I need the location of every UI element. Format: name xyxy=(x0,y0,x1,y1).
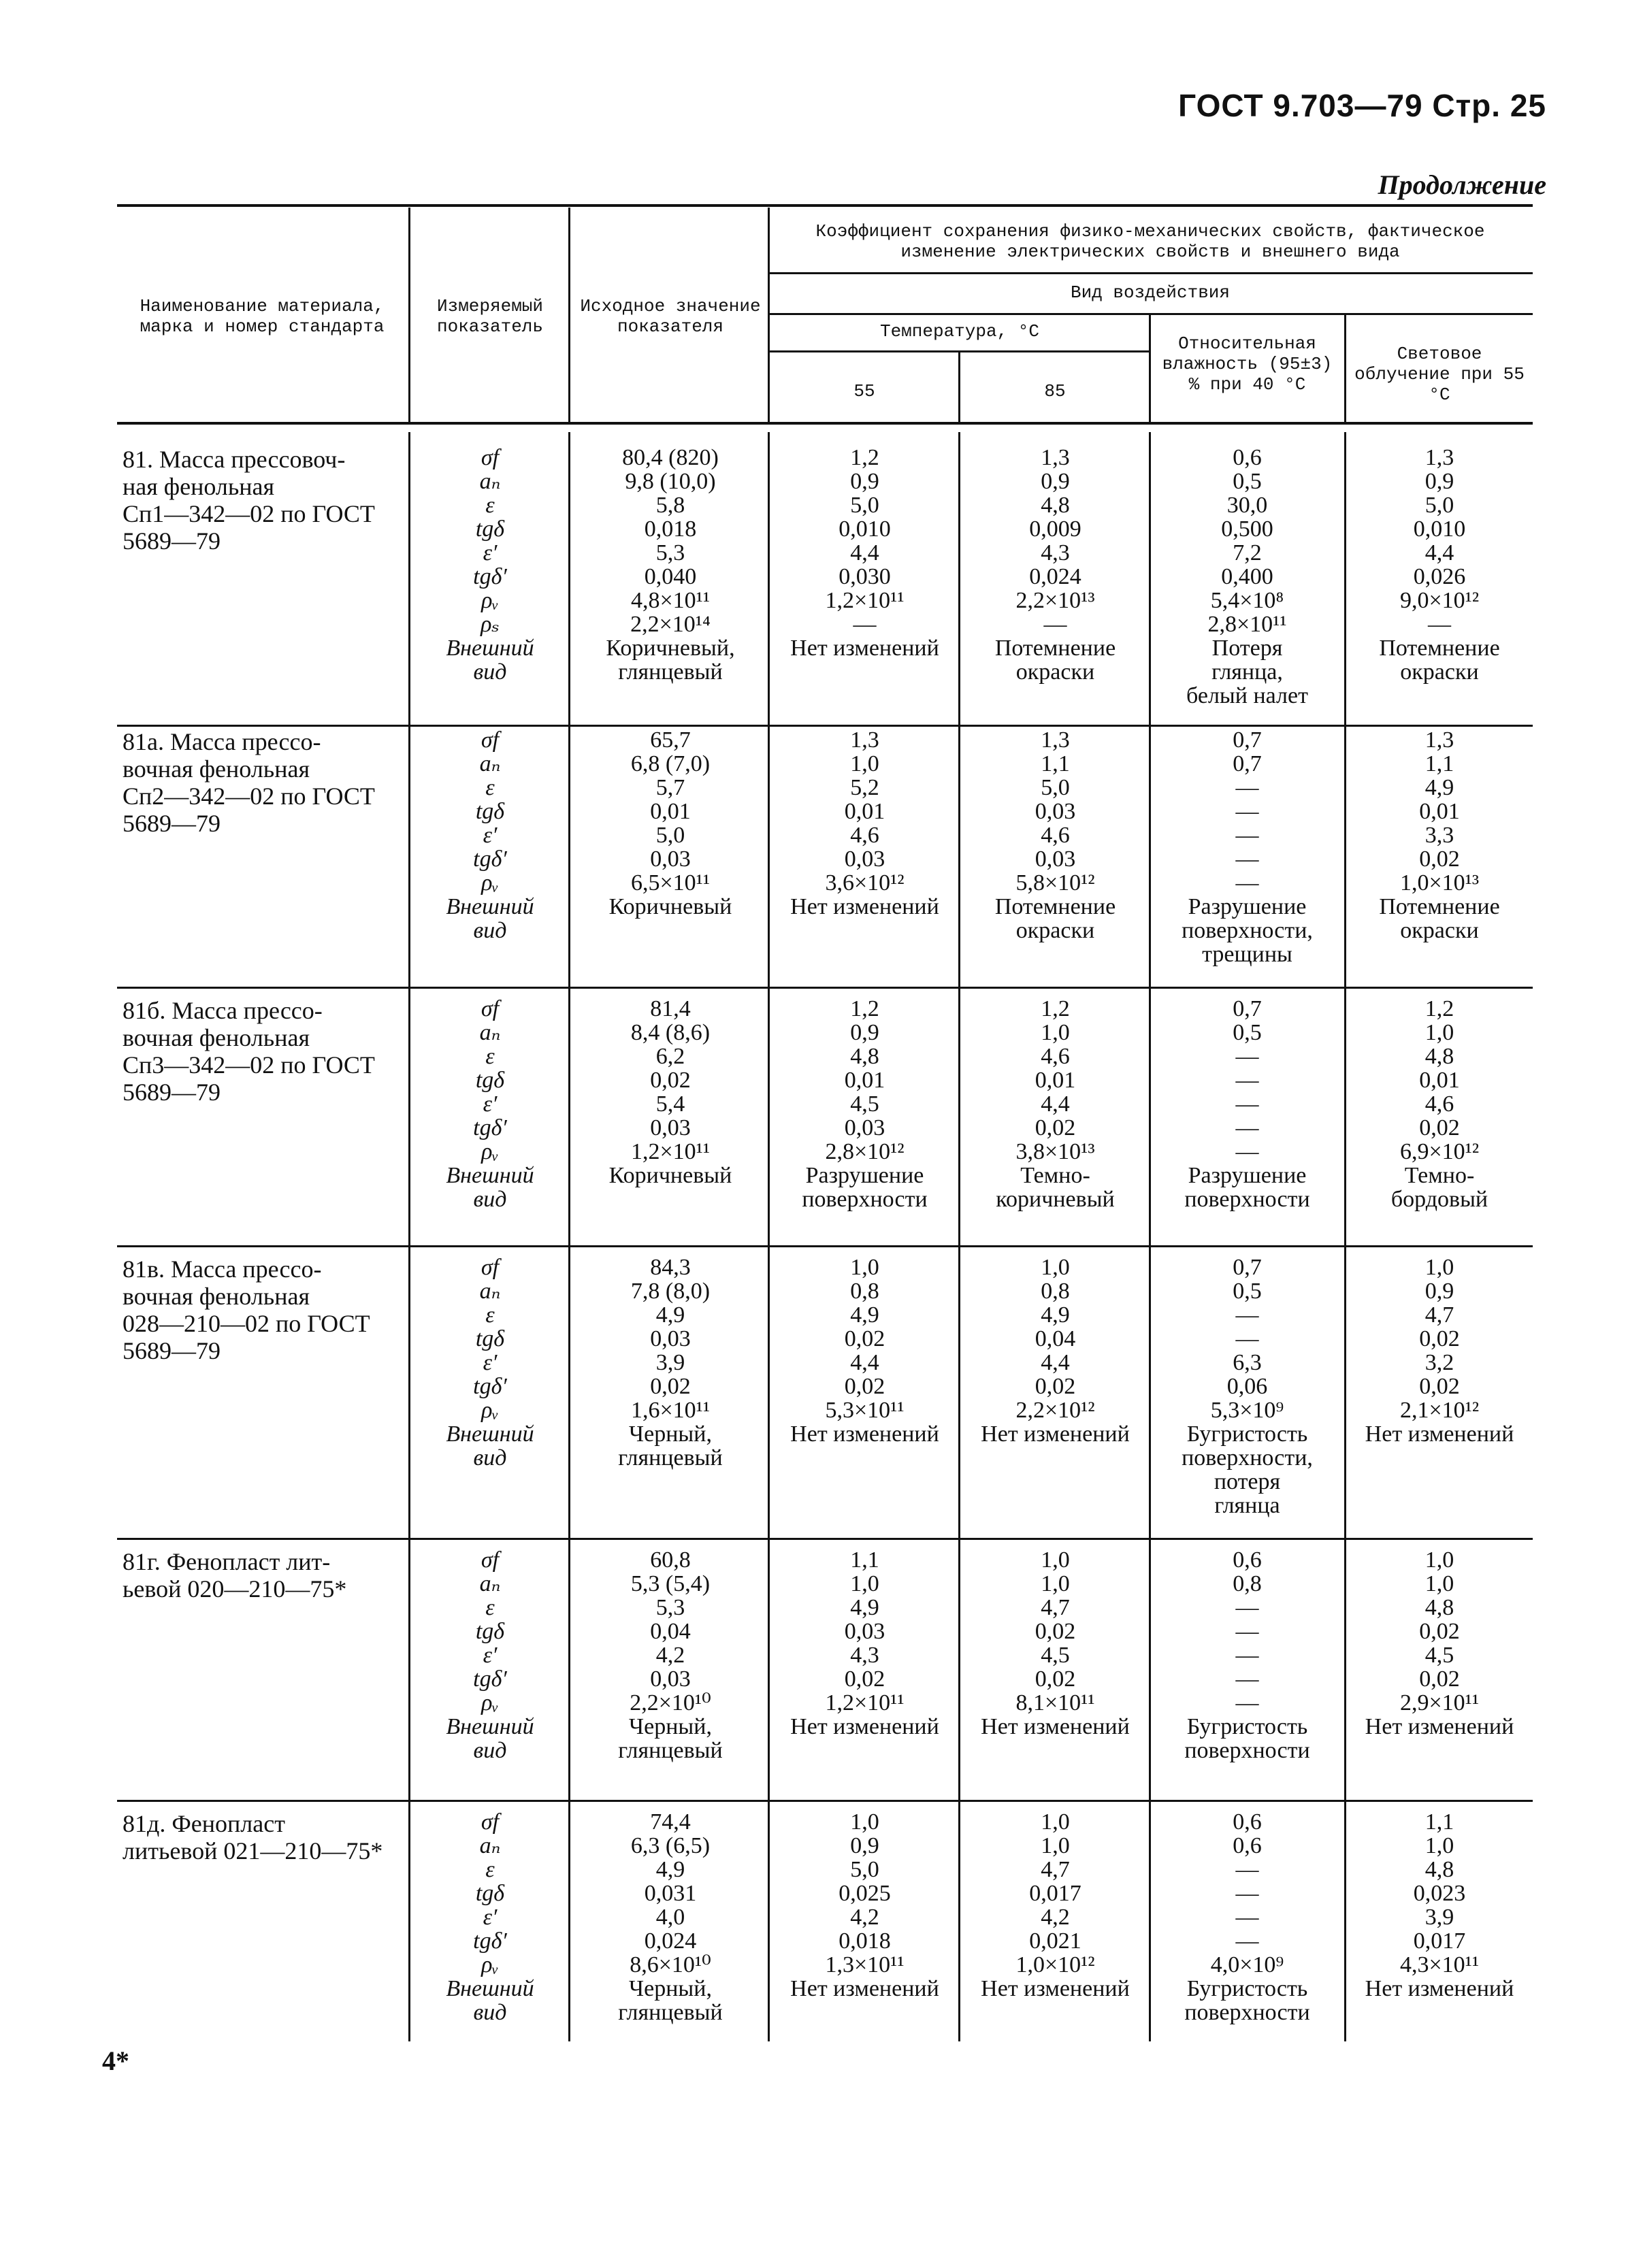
row-divider-vertical xyxy=(408,1796,410,2041)
light-cell: 1,2 1,0 4,8 0,01 4,6 0,02 6,9×10¹² Темно- бордовый xyxy=(1390,996,1488,1212)
head-temperature: Температура, °С xyxy=(879,321,1040,342)
row-separator xyxy=(117,725,1533,727)
light-cell: 1,3 0,9 5,0 0,010 4,4 0,026 9,0×10¹² — Потемнение окраски xyxy=(1379,445,1500,685)
row-divider-vertical xyxy=(1344,1796,1346,2041)
t55-cell: 1,0 0,9 5,0 0,025 4,2 0,018 1,3×10¹¹ Нет изменений xyxy=(790,1809,939,2001)
row-divider-vertical xyxy=(568,1796,570,2041)
coef-rule xyxy=(768,272,1533,274)
row-divider-vertical xyxy=(1149,983,1151,1242)
light-cell: 1,0 0,9 4,7 0,02 3,2 0,02 2,1×10¹² Нет изменений xyxy=(1365,1255,1514,1447)
head-indicator: Измеряемый показатель xyxy=(436,296,544,337)
row-divider-vertical xyxy=(768,1534,770,1796)
row-divider-vertical xyxy=(568,714,570,983)
t55-cell: 1,0 0,8 4,9 0,02 4,4 0,02 5,3×10¹¹ Нет изменений xyxy=(790,1255,939,1447)
humidity-cell: 0,7 0,7 — — — — — Разрушение поверхности, трещины xyxy=(1182,727,1313,967)
humidity-cell: 0,7 0,5 — — — — — Разрушение поверхности xyxy=(1184,996,1310,1212)
row-divider-vertical xyxy=(568,1242,570,1534)
row-divider-vertical xyxy=(768,1242,770,1534)
material-cell: 81д. Фенопласт литьевой 021—210—75* xyxy=(123,1810,383,1864)
row-divider-vertical xyxy=(1344,714,1346,983)
row-divider-vertical xyxy=(408,1534,410,1796)
row-separator xyxy=(117,987,1533,989)
row-divider-vertical xyxy=(958,714,960,983)
indicator-cell: σf aₙ ε tgδ ε′ tgδ′ ρᵥ Внешний вид xyxy=(446,1255,534,1470)
row-divider-vertical xyxy=(1149,1242,1151,1534)
t85-cell: 1,0 0,8 4,9 0,04 4,4 0,02 2,2×10¹² Нет изменений xyxy=(981,1255,1130,1447)
initial-value-cell: 74,4 6,3 (6,5) 4,9 0,031 4,0 0,024 8,6×10¹⁰ Черный, глянцевый xyxy=(618,1809,723,2025)
t85-cell: 1,3 0,9 4,8 0,009 4,3 0,024 2,2×10¹³ — Потемнение окраски xyxy=(994,445,1116,685)
material-cell: 81г. Фенопласт лит- ьевой 020—210—75* xyxy=(123,1548,347,1603)
row-divider-vertical xyxy=(958,983,960,1242)
initial-value-cell: 84,3 7,8 (8,0) 4,9 0,03 3,9 0,02 1,6×10¹¹ Черный, глянцевый xyxy=(618,1255,723,1470)
humidity-cell: 0,6 0,8 — — — — — Бугристость поверхности xyxy=(1184,1547,1310,1763)
header-vline-6 xyxy=(1344,315,1346,423)
indicator-cell: σf aₙ ε tgδ ε′ tgδ′ ρᵥ Внешний вид xyxy=(446,996,534,1212)
row-divider-vertical xyxy=(408,714,410,983)
row-divider-vertical xyxy=(568,983,570,1242)
t55-cell: 1,1 1,0 4,9 0,03 4,3 0,02 1,2×10¹¹ Нет изменений xyxy=(790,1547,939,1739)
light-cell: 1,3 1,1 4,9 0,01 3,3 0,02 1,0×10¹³ Потемнение окраски xyxy=(1379,727,1500,943)
initial-value-cell: 65,7 6,8 (7,0) 5,7 0,01 5,0 0,03 6,5×10¹¹ Коричневый xyxy=(608,727,732,919)
header-bottom-rule xyxy=(117,422,1533,425)
header-vline-3 xyxy=(768,208,770,423)
humidity-cell: 0,7 0,5 — — 6,3 0,06 5,3×10⁹ Бугристость поверхности, потеря глянца xyxy=(1182,1255,1313,1518)
indicator-cell: σf aₙ ε tgδ ε′ tgδ′ ρᵥ Внешний вид xyxy=(446,1809,534,2025)
continuation-label: Продолжение xyxy=(1378,169,1546,200)
row-divider-vertical xyxy=(768,432,770,721)
row-divider-vertical xyxy=(568,1534,570,1796)
row-divider-vertical xyxy=(958,1796,960,2041)
head-light: Световое облучение при 55 °С xyxy=(1354,344,1525,405)
head-impact: Вид воздействия xyxy=(1070,282,1231,303)
head-initial: Исходное значение показателя xyxy=(580,296,761,337)
row-divider-vertical xyxy=(1344,983,1346,1242)
head-humidity: Относительная влажность (95±3) % при 40 °С xyxy=(1162,333,1333,395)
row-divider-vertical xyxy=(1149,1534,1151,1796)
initial-value-cell: 81,4 8,4 (8,6) 6,2 0,02 5,4 0,03 1,2×10¹¹ Коричневый xyxy=(608,996,732,1188)
row-separator xyxy=(117,1538,1533,1540)
light-cell: 1,0 1,0 4,8 0,02 4,5 0,02 2,9×10¹¹ Нет изменений xyxy=(1365,1547,1514,1739)
row-divider-vertical xyxy=(1149,1796,1151,2041)
row-divider-vertical xyxy=(568,432,570,721)
row-divider-vertical xyxy=(958,1242,960,1534)
material-cell: 81. Масса прессовоч- ная фенольная Сп1—342—02 по ГОСТ 5689—79 xyxy=(123,446,375,555)
row-divider-vertical xyxy=(958,1534,960,1796)
row-divider-vertical xyxy=(1344,1534,1346,1796)
row-divider-vertical xyxy=(1149,432,1151,721)
t85-cell: 1,2 1,0 4,6 0,01 4,4 0,02 3,8×10¹³ Темно- коричневый xyxy=(996,996,1115,1212)
indicator-cell: σf aₙ ε tgδ ε′ tgδ′ ρᵥ Внешний вид xyxy=(446,727,534,943)
row-divider-vertical xyxy=(1344,1242,1346,1534)
initial-value-cell: 80,4 (820) 9,8 (10,0) 5,8 0,018 5,3 0,040 4,8×10¹¹ 2,2×10¹⁴ Коричневый, глянцевый xyxy=(606,445,735,685)
row-separator xyxy=(117,1245,1533,1247)
head-t85: 85 xyxy=(1044,381,1066,401)
row-divider-vertical xyxy=(958,432,960,721)
indicator-cell: σf aₙ ε tgδ ε′ tgδ′ ρᵥ Внешний вид xyxy=(446,1547,534,1763)
row-divider-vertical xyxy=(768,1796,770,2041)
footer-page-mark: 4* xyxy=(102,2045,129,2076)
initial-value-cell: 60,8 5,3 (5,4) 5,3 0,04 4,2 0,03 2,2×10¹⁰ Черный, глянцевый xyxy=(618,1547,723,1763)
indicator-cell: σf aₙ ε tgδ ε′ tgδ′ ρᵥ ρₛ Внешний вид xyxy=(446,445,534,685)
t85-cell: 1,0 1,0 4,7 0,02 4,5 0,02 8,1×10¹¹ Нет изменений xyxy=(981,1547,1130,1739)
table-top-rule xyxy=(117,204,1533,207)
light-cell: 1,1 1,0 4,8 0,023 3,9 0,017 4,3×10¹¹ Нет изменений xyxy=(1365,1809,1514,2001)
material-cell: 81а. Масса прессо- вочная фенольная Сп2—342—02 по ГОСТ 5689—79 xyxy=(123,728,375,837)
row-divider-vertical xyxy=(768,983,770,1242)
material-cell: 81в. Масса прессо- вочная фенольная 028—210—02 по ГОСТ 5689—79 xyxy=(123,1255,370,1364)
t55-cell: 1,2 0,9 5,0 0,010 4,4 0,030 1,2×10¹¹ — Нет изменений xyxy=(790,445,939,661)
head-t55: 55 xyxy=(853,381,875,401)
header-vline-5 xyxy=(1149,315,1151,423)
header-vline-2 xyxy=(568,208,570,423)
row-divider-vertical xyxy=(408,1242,410,1534)
row-divider-vertical xyxy=(408,983,410,1242)
humidity-cell: 0,6 0,6 — — — — 4,0×10⁹ Бугристость поверхности xyxy=(1184,1809,1310,2025)
header-vline-4 xyxy=(958,352,960,423)
t85-cell: 1,3 1,1 5,0 0,03 4,6 0,03 5,8×10¹² Потемнение окраски xyxy=(994,727,1116,943)
t85-cell: 1,0 1,0 4,7 0,017 4,2 0,021 1,0×10¹² Нет изменений xyxy=(981,1809,1130,2001)
t55-cell: 1,3 1,0 5,2 0,01 4,6 0,03 3,6×10¹² Нет изменений xyxy=(790,727,939,919)
doc-header: ГОСТ 9.703—79 Стр. 25 xyxy=(1178,88,1546,123)
row-divider-vertical xyxy=(1149,714,1151,983)
row-separator xyxy=(117,1800,1533,1802)
header-vline-1 xyxy=(408,208,410,423)
row-divider-vertical xyxy=(408,432,410,721)
material-cell: 81б. Масса прессо- вочная фенольная Сп3—342—02 по ГОСТ 5689—79 xyxy=(123,997,375,1106)
row-divider-vertical xyxy=(768,714,770,983)
humidity-cell: 0,6 0,5 30,0 0,500 7,2 0,400 5,4×10⁸ 2,8×10¹¹ Потеря глянца, белый налет xyxy=(1186,445,1308,708)
head-material: Наименование материала, марка и номер стандарта xyxy=(140,296,385,337)
head-coef: Коэффициент сохранения физико-механических свойств, фактическое изменение электрических свойств и внешнего вида xyxy=(815,221,1485,262)
t55-cell: 1,2 0,9 4,8 0,01 4,5 0,03 2,8×10¹² Разрушение поверхности xyxy=(802,996,928,1212)
row-divider-vertical xyxy=(1344,432,1346,721)
